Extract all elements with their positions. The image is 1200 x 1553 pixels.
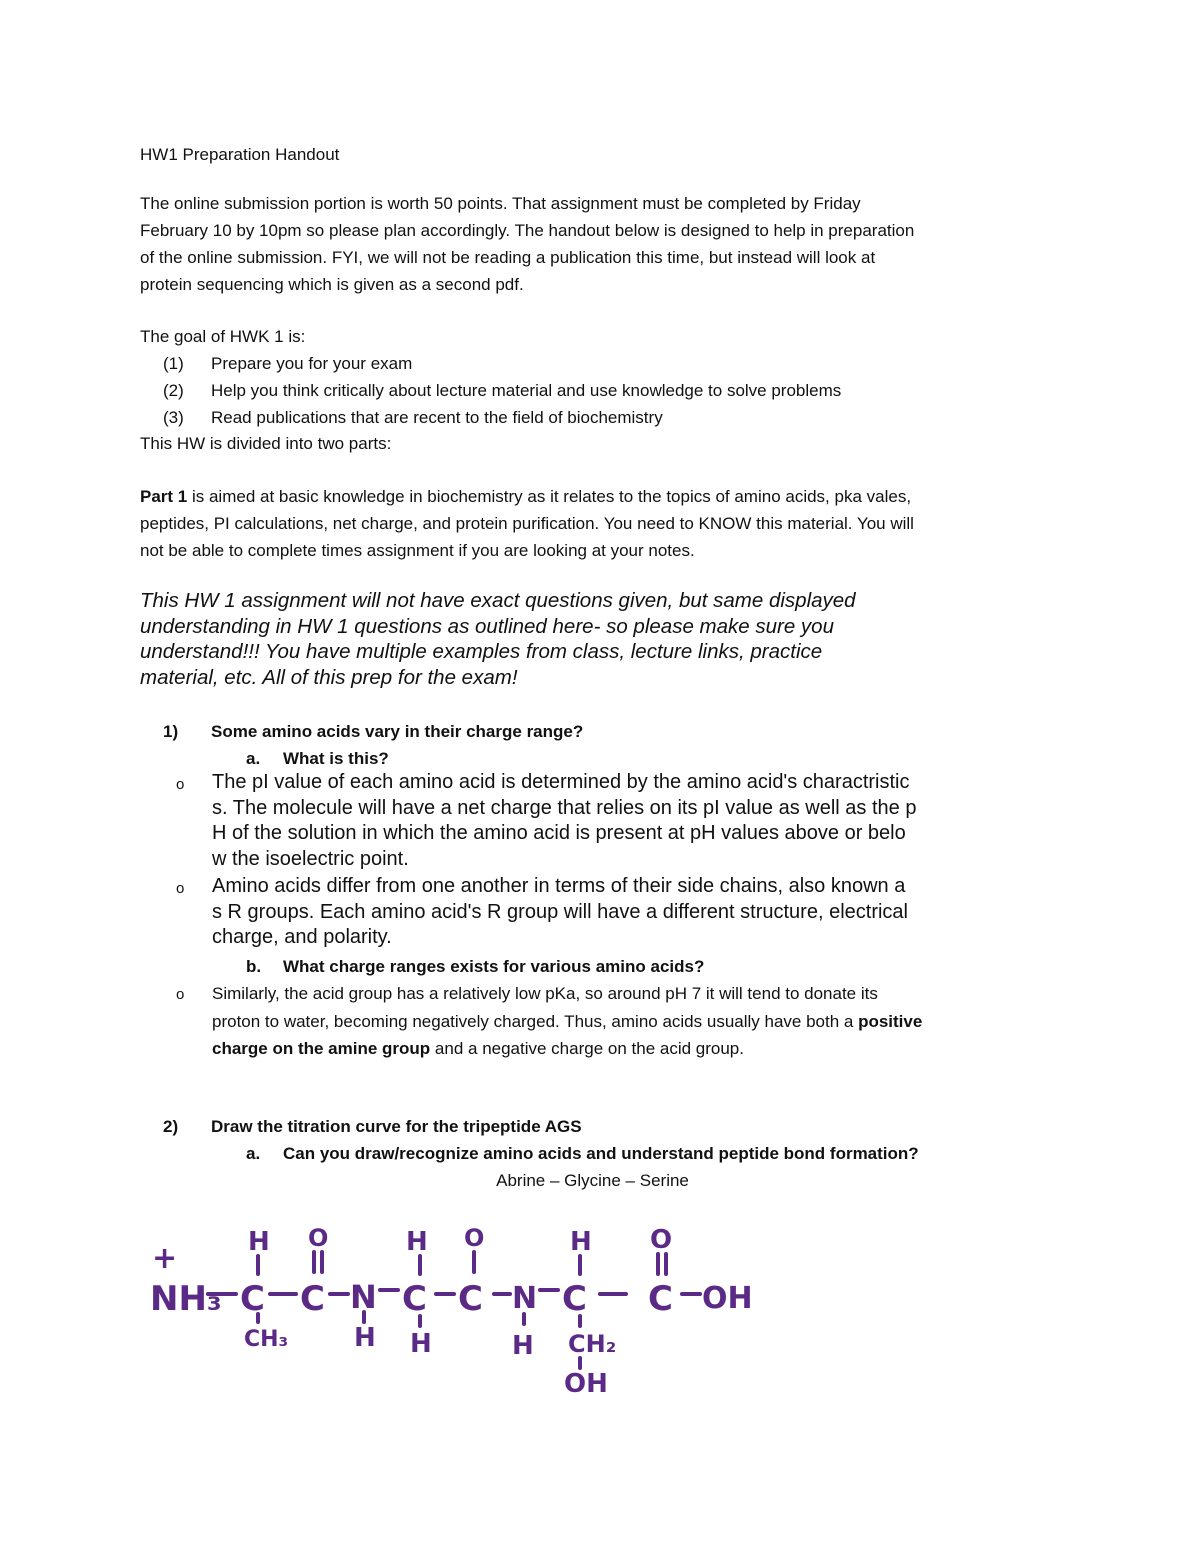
answer-line: H of the solution in which the amino acid is present at pH values above or belo — [212, 822, 906, 844]
answer-text: proton to water, becoming negatively charged. Thus, amino acids usually have both a — [212, 1011, 859, 1031]
ch3-group: CH₃ — [244, 1327, 289, 1352]
answer-line: Amino acids differ from one another in terms of their side chains, also known a — [212, 875, 906, 897]
part1-line — [140, 483, 911, 510]
hydrogen-atom: H — [406, 1227, 428, 1257]
answer-line: s. The molecule will have a net charge that relies on its pI value as well as the p — [212, 796, 917, 819]
subquestion-letter: b. — [246, 957, 262, 976]
nitrogen-atom: N — [350, 1278, 377, 1316]
question-1b — [246, 953, 704, 980]
subquestion-letter: a. — [246, 1144, 261, 1163]
note-line: understand!!! You have multiple examples from class, lecture links, practice — [140, 640, 823, 663]
note-line: understanding in HW 1 questions as outlined here- so please make sure you — [140, 614, 834, 638]
oxygen-atom: O — [650, 1225, 673, 1255]
bullet-icon: o — [176, 776, 185, 793]
italic-note — [140, 588, 1040, 690]
document-title: HW1 Preparation Handout — [140, 145, 340, 164]
subquestion-text: What charge ranges exists for various amino acids? — [283, 957, 705, 976]
carbon-atom: C — [562, 1279, 587, 1319]
ch2-group: CH₂ — [568, 1330, 617, 1358]
nitrogen-atom: N — [512, 1281, 538, 1316]
part1-line: peptides, PI calculations, net charge, and protein purification. You need to KNOW this material. You will — [140, 514, 914, 533]
goal-text: Prepare you for your exam — [211, 354, 413, 373]
plus-charge: + — [152, 1241, 178, 1276]
question-2a — [246, 1140, 919, 1167]
carbon-atom: C — [458, 1279, 483, 1319]
question-number: 2) — [163, 1117, 179, 1136]
answer-line: Similarly, the acid group has a relatively low pKa, so around pH 7 it will tend to donate its — [212, 984, 878, 1003]
hydrogen-atom: H — [570, 1227, 592, 1257]
hydrogen-atom: H — [354, 1323, 376, 1353]
goal-item — [163, 404, 663, 431]
goal-number: (3) — [163, 408, 184, 427]
goal-number: (2) — [163, 381, 184, 400]
question-1a — [246, 745, 389, 772]
answer-block — [212, 770, 916, 872]
intro-line: of the online submission. FYI, we will not be reading a publication this time, but instead will look at — [140, 248, 876, 267]
question-text: Draw the titration curve for the tripeptide AGS — [211, 1117, 582, 1136]
hydrogen-atom: H — [512, 1331, 534, 1361]
answer-text: and a negative charge on the acid group. — [430, 1039, 744, 1058]
bullet-icon: o — [176, 986, 185, 1003]
part1-line: not be able to complete times assignment if you are looking at your notes. — [140, 541, 695, 560]
goal-heading: The goal of HWK 1 is: — [140, 327, 306, 346]
answer-block — [212, 980, 922, 1063]
answer-line: w the isoelectric point. — [212, 847, 409, 870]
hydrogen-atom: H — [410, 1329, 432, 1359]
tripeptide-drawing — [140, 1222, 780, 1402]
answer-line — [212, 1035, 922, 1063]
oxygen-atom: O — [464, 1224, 485, 1252]
bullet-icon: o — [176, 880, 185, 897]
nh3-group: NH₃ — [150, 1279, 222, 1319]
goal-number: (1) — [163, 354, 184, 373]
subquestion-text: What is this? — [283, 749, 389, 768]
question-text: Some amino acids vary in their charge range? — [211, 722, 584, 741]
answer-line: s R groups. Each amino acid's R group will have a different structure, electrical — [212, 900, 908, 923]
question-number: 1) — [163, 722, 179, 741]
answer-emphasis: charge on the amine group — [212, 1039, 431, 1058]
hydroxyl-group: OH — [702, 1281, 753, 1316]
hydroxyl-side-chain: OH — [564, 1369, 608, 1399]
goal-item — [163, 350, 412, 377]
part1-text: is aimed at basic knowledge in biochemistry as it relates to the topics of amino acids, pka vales, — [187, 487, 912, 506]
goal-item — [163, 377, 841, 404]
parts-line: This HW is divided into two parts: — [140, 434, 392, 453]
answer-line — [212, 1008, 922, 1036]
subquestion-text: Can you draw/recognize amino acids and understand peptide bond formation? — [283, 1144, 919, 1163]
answer-line: The pI value of each amino acid is determined by the amino acid's charactristic — [212, 771, 910, 793]
carbon-atom: C — [648, 1279, 673, 1319]
answer-emphasis: positive — [858, 1011, 923, 1031]
carbon-atom: C — [402, 1279, 427, 1319]
question-2 — [163, 1113, 582, 1140]
goal-text: Help you think critically about lecture material and use knowledge to solve problems — [211, 381, 842, 400]
part1-label: Part 1 — [140, 487, 188, 506]
peptide-sequence: Abrine – Glycine – Serine — [496, 1171, 689, 1190]
goal-text: Read publications that are recent to the field of biochemistry — [211, 408, 663, 427]
subquestion-letter: a. — [246, 749, 261, 768]
note-line: This HW 1 assignment will not have exact questions given, but same displayed — [140, 589, 856, 612]
intro-line: February 10 by 10pm so please plan accordingly. The handout below is designed to help in preparation — [140, 221, 915, 240]
note-line: material, etc. All of this prep for the exam! — [140, 665, 518, 689]
carbon-atom: C — [300, 1279, 325, 1319]
carbon-atom: C — [240, 1279, 265, 1319]
hydrogen-atom: H — [248, 1227, 270, 1257]
answer-block — [212, 874, 908, 951]
oxygen-atom: O — [308, 1224, 329, 1252]
intro-line: The online submission portion is worth 50 points. That assignment must be completed by Friday — [140, 194, 861, 213]
question-1 — [163, 718, 583, 745]
intro-line: protein sequencing which is given as a second pdf. — [140, 275, 524, 294]
answer-line: charge, and polarity. — [212, 926, 392, 948]
